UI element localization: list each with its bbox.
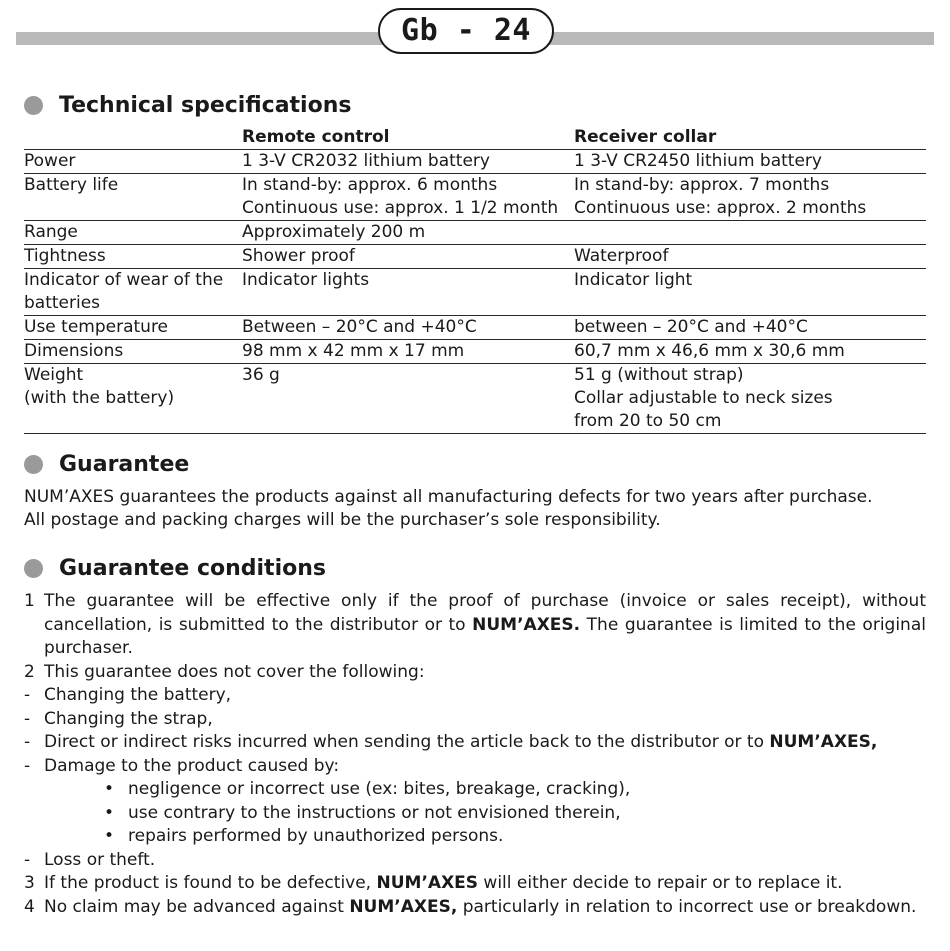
condition-item <box>24 896 926 920</box>
damage-cause-text: negligence or incorrect use (ex: bites, breakage, cracking), <box>128 779 631 799</box>
spec-label-line: Indicator of wear of the <box>24 270 224 290</box>
spec-value-line: Indicator lights <box>242 270 370 290</box>
spec-value-line: from 20 to 50 cm <box>574 411 722 431</box>
spec-label-line: Range <box>24 222 78 242</box>
condition-text-part: particularly in relation to incorrect use or breakdown. <box>457 896 917 917</box>
condition-text <box>44 590 926 661</box>
spec-row-power <box>24 150 926 174</box>
spec-remote-value <box>242 364 574 434</box>
spec-label-line: Dimensions <box>24 341 124 361</box>
spec-value-line: 1 3-V CR2450 lithium battery <box>574 151 822 171</box>
spec-label <box>24 364 242 434</box>
exclusion-item <box>24 755 926 779</box>
spec-table-header-row <box>24 126 926 150</box>
spec-label-line: Power <box>24 151 76 171</box>
exclusion-text <box>44 731 926 755</box>
brand-name: NUM’AXES. <box>472 614 581 635</box>
spec-table <box>24 126 926 434</box>
exclusion-item <box>24 731 926 755</box>
spec-row-weight <box>24 364 926 434</box>
condition-marker: 3 <box>24 873 35 893</box>
condition-text-part: If the product is found to be defective, <box>44 873 377 893</box>
spec-value-line: 51 g (without strap) <box>574 365 744 385</box>
brand-name: NUM’AXES, <box>349 896 458 917</box>
spec-collar-value <box>574 316 926 340</box>
exclusion-text: Loss or theft. <box>44 849 156 870</box>
exclusion-text: Damage to the product caused by: <box>44 755 340 776</box>
dash-marker: - <box>24 849 31 870</box>
dash-marker: - <box>24 732 31 752</box>
spec-remote-value <box>242 340 574 364</box>
bullet-icon: • <box>104 826 115 846</box>
spec-value-line: Approximately 200 m <box>242 222 426 242</box>
spec-remote-value <box>242 150 574 174</box>
dash-marker: - <box>24 685 31 705</box>
column-header-empty <box>24 126 242 150</box>
column-header-collar: Receiver collar <box>574 127 717 147</box>
brand-name: NUM’AXES, <box>769 732 878 752</box>
spec-value-line: Indicator light <box>574 270 693 290</box>
guarantee-heading <box>24 450 189 478</box>
spec-value-line: 1 3-V CR2032 lithium battery <box>242 151 490 171</box>
damage-cause-text: use contrary to the instructions or not envisioned therein, <box>128 802 621 823</box>
spec-value-line: Continuous use: approx. 2 months <box>574 198 867 218</box>
spec-label-line: Battery life <box>24 175 119 195</box>
condition-item <box>24 590 926 661</box>
spec-remote-value <box>242 174 574 221</box>
spec-remote-value <box>242 245 574 269</box>
damage-cause-item <box>104 802 926 826</box>
spec-value-line: In stand-by: approx. 7 months <box>574 175 830 195</box>
damage-cause-text: repairs performed by unauthorized persons. <box>128 826 504 846</box>
spec-label <box>24 269 242 316</box>
spec-collar-value <box>574 245 926 269</box>
condition-marker: 2 <box>24 661 35 682</box>
exclusion-item <box>24 708 926 732</box>
bullet-icon <box>24 96 43 115</box>
condition-text-part: will either decide to repair or to replace it. <box>478 873 843 893</box>
spec-label <box>24 245 242 269</box>
spec-label <box>24 221 242 245</box>
spec-row-tightness <box>24 245 926 269</box>
spec-label <box>24 316 242 340</box>
spec-label <box>24 340 242 364</box>
condition-item <box>24 661 926 685</box>
column-header-remote: Remote control <box>242 127 390 147</box>
spec-label-line: Use temperature <box>24 317 169 337</box>
specs-heading-text: Technical specifications <box>59 92 352 118</box>
spec-collar-value <box>574 174 926 221</box>
spec-collar-value <box>574 150 926 174</box>
spec-label-line: Tightness <box>24 246 106 266</box>
spec-collar-value <box>574 221 926 245</box>
condition-text <box>44 872 926 896</box>
spec-collar-value <box>574 340 926 364</box>
condition-item <box>24 872 926 896</box>
spec-row-dimensions <box>24 340 926 364</box>
condition-text <box>44 896 926 920</box>
exclusion-text-part: Direct or indirect risks incurred when sending the article back to the distributor or to <box>44 732 770 752</box>
spec-value-line: between – 20°C and +40°C <box>574 317 808 337</box>
condition-marker: 4 <box>24 896 35 917</box>
spec-value-line: Between – 20°C and +40°C <box>242 317 477 337</box>
conditions-list <box>24 590 926 919</box>
spec-value-line: 36 g <box>242 365 280 385</box>
guarantee-line: All postage and packing charges will be the purchaser’s sole responsibility. <box>24 510 661 530</box>
brand-name: NUM’AXES <box>376 873 479 893</box>
spec-value-line: 60,7 mm x 46,6 mm x 30,6 mm <box>574 341 845 361</box>
spec-value-line: Collar adjustable to neck sizes <box>574 388 833 408</box>
spec-value-line: 98 mm x 42 mm x 17 mm <box>242 341 465 361</box>
condition-text-part: No claim may be advanced against <box>44 896 350 917</box>
bullet-icon <box>24 559 43 578</box>
spec-remote-value <box>242 269 574 316</box>
damage-cause-item <box>104 778 926 802</box>
exclusion-text: Changing the strap, <box>44 708 213 729</box>
condition-marker: 1 <box>24 591 35 611</box>
specs-heading <box>24 91 351 119</box>
guarantee-line: NUM’AXES guarantees the products against all manufacturing defects for two years after purchase. <box>24 487 873 507</box>
condition-text-part: The guarantee is limited to the original purchaser. <box>44 614 926 658</box>
spec-remote-value <box>242 316 574 340</box>
damage-causes-list <box>24 778 926 849</box>
spec-label-line: Weight <box>24 365 84 385</box>
dash-marker: - <box>24 755 31 776</box>
guarantee-paragraph <box>24 486 926 532</box>
conditions-heading-text: Guarantee conditions <box>59 555 326 581</box>
spec-row-use-temperature <box>24 316 926 340</box>
conditions-heading <box>24 554 326 582</box>
dash-marker: - <box>24 708 31 729</box>
page-number-tag: Gb - 24 <box>378 8 554 54</box>
spec-collar-value <box>574 364 926 434</box>
spec-row-battery-life <box>24 174 926 221</box>
bullet-icon <box>24 455 43 474</box>
spec-collar-value <box>574 269 926 316</box>
spec-value-line: Shower proof <box>242 246 355 266</box>
spec-value-line: Continuous use: approx. 1 1/2 month <box>242 198 559 218</box>
damage-cause-item <box>104 825 926 849</box>
spec-label <box>24 150 242 174</box>
exclusion-item <box>24 684 926 708</box>
condition-text-part: The guarantee will be effective only if the proof of purchase (invoice or sales receipt), without cancellation, is submitted to the distributor or to <box>44 591 926 635</box>
spec-remote-value <box>242 221 574 245</box>
spec-row-battery-indicator <box>24 269 926 316</box>
spec-label-line: (with the battery) <box>24 388 175 408</box>
spec-row-range <box>24 221 926 245</box>
bullet-icon: • <box>104 802 115 823</box>
exclusion-item <box>24 849 926 873</box>
spec-label <box>24 174 242 221</box>
bullet-icon: • <box>104 779 115 799</box>
spec-value-line: Waterproof <box>574 246 669 266</box>
exclusion-text: Changing the battery, <box>44 685 232 705</box>
spec-value-line: In stand-by: approx. 6 months <box>242 175 498 195</box>
guarantee-heading-text: Guarantee <box>59 451 190 477</box>
spec-label-line: batteries <box>24 293 101 313</box>
condition-text: This guarantee does not cover the following: <box>44 661 425 682</box>
